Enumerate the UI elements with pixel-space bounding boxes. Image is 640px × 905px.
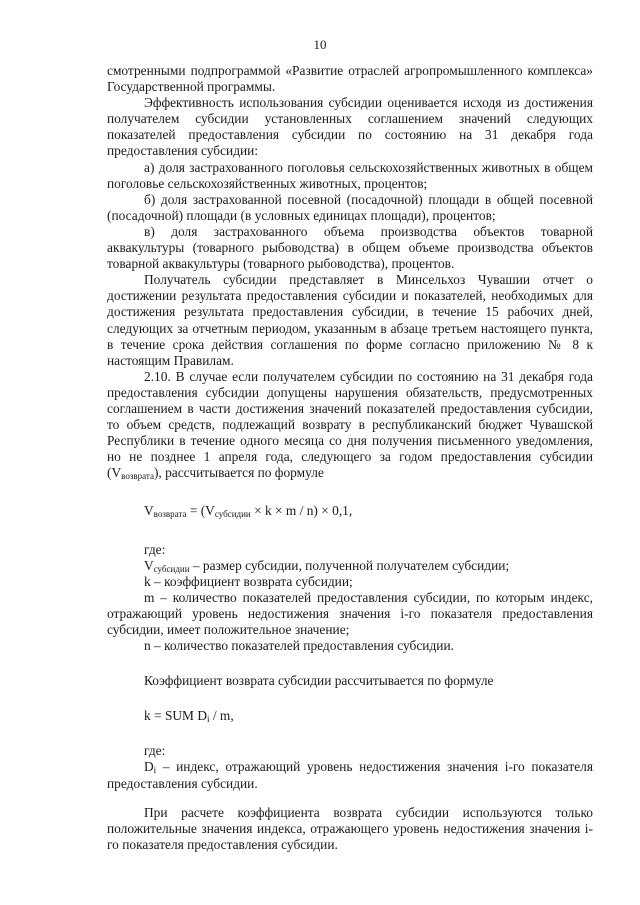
list-item-c: в) доля застрахованного объема производства объектов товарной аквакультуры (товарного рыбоводства) в общем объеме производства объектов товарной аквакультуры (товарного рыбоводства), процентов. [107,223,593,272]
formula-coefficient: k = SUM $D_i$ / m, [144,708,234,725]
definition-v-subsidy: $V_{субсидии}$ – размер субсидии, полученной получателем субсидии; [144,557,510,574]
definition-k: k – коэффициент возврата субсидии; [144,573,353,589]
paragraph-report: Получатель субсидии представляет в Минсельхоз Чувашии отчет о достижении результата предоставления субсидии и показателей, необходимых для достижения результата предоставления субсидии, в течение 15 рабочих дней, следующих за отчетным периодом, указанным в абзаце третьем настоящего пункта, в течение срока действия соглашения по форме согласно приложению № 8 к настоящим Правилам. [107,272,593,368]
where-label-2: где: [144,743,166,759]
paragraph-coefficient: Коэффициент возврата субсидии рассчитывается по формуле [144,673,494,689]
paragraph-2-10: 2.10. В случае если получателем субсидии по состоянию на 31 декабря года предоставления субсидии допущены нарушения обязательств, предусмотренных соглашением в части достижения значений показателей предоставления субсидии, то объем средств, подлежащий возврату в республиканский бюджет Чувашской Республики в течение одного месяца со дня получения письменного уведомления, но не позднее 1 апреля года, следующего за годом предоставления субсидии $(V_{возврата})$, рассчитывается по формуле [107,368,593,482]
list-item-b: б) доля застрахованной посевной (посадочной) площади в общей посевной (посадочной) площади (в условных единицах площади), процентов; [107,191,593,223]
paragraph-efficiency: Эффективность использования субсидии оценивается исходя из достижения получателем субсидии установленных соглашением значений следующих показателей предоставления субсидии по состоянию на 31 декабря года предоставления субсидии: [107,95,593,159]
page-number: 10 [313,37,327,52]
document-body [107,63,593,853]
definition-m: m – количество показателей предоставления субсидии, по которым индекс, отражающий уровень недостижения значения i-го показателя предоставления субсидии, имеет положительное значение; [107,589,593,637]
definition-d-i: $D_i$ – индекс, отражающий уровень недостижения значения i-го показателя предоставления субсидии. [107,759,593,791]
formula-return: $V_{возврата} = (V_{субсидии} \times k \times m / n) \times 0,1$, [144,503,353,520]
definition-n: n – количество показателей предоставления субсидии. [144,638,454,654]
paragraph-continuation: смотренными подпрограммой «Развитие отраслей агропромышленного комплекса» Государственной программы. [107,63,593,95]
list-item-a: а) доля застрахованного поголовья сельскохозяйственных животных в общем поголовье сельскохозяйственных животных, процентов; [107,159,593,191]
paragraph-positive-values: При расчете коэффициента возврата субсидии используются только положительные значения индекса, отражающего уровень недостижения значения i-го показателя предоставления субсидии. [107,804,593,852]
where-label-1: где: [144,541,166,557]
